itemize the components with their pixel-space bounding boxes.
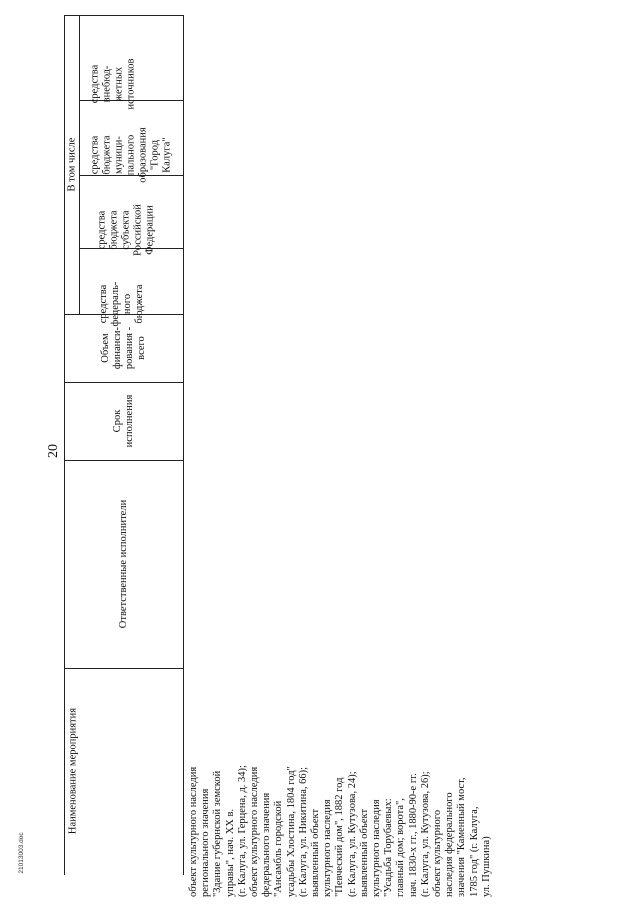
header-federal: средства федераль- ного бюджета [98, 281, 145, 327]
header-subject: средства бюджета субъекта Российской Федерации [96, 204, 156, 256]
header-executors: Ответственные исполнители [118, 499, 129, 629]
header-deadline: Срок исполнения [112, 394, 135, 448]
page-number: 20 [46, 444, 61, 458]
header-including: В том числе [66, 137, 77, 192]
document-filename: 21013003.doc [18, 832, 25, 874]
table-right-border [64, 15, 184, 16]
measure-description: объект культурного наследия регионального значения "Здание губернской земской управы", нач. XX в. (г. Калуга, ул. Герцена, д. 34); объект культурного наследия федерального значения "Ансамбль городской усадьбы Хлостина, 1804 год" (г. Калуга, ул. Никитина, 66); выявленный объект культурного наследия "Певческий дом", 1882 год (г. Калуга, ул. Кутузова, 24); выявленный объект культурного наследия "Усадьба Торубаевых: главный дом; ворота", нач. 1830-х гг., 1880-90-е гг. (г. Калуга, ул. Кутузова, 26); объект культурного наследия федерального значения "Каменный мост, 1785 год" (г. Калуга, ул. Пушкина) [188, 765, 492, 897]
header-municipal: средства бюджета муници- пального образования "Город Калуга" [89, 127, 173, 183]
header-extra: средства внебюд- жетных источников [89, 58, 137, 110]
header-name: Наименование мероприятия [67, 707, 79, 835]
header-total: Объем финанси- рования - всего [100, 326, 147, 370]
